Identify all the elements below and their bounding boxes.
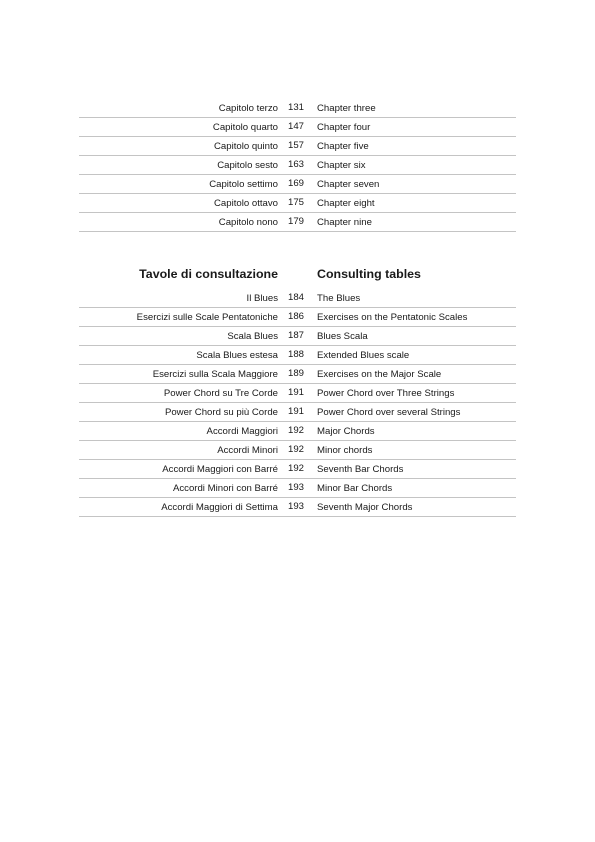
toc-italian-title: Capitolo nono — [218, 217, 278, 229]
toc-english-title: Chapter nine — [317, 217, 372, 229]
toc-page-number: 189 — [288, 368, 305, 380]
toc-english-title: Minor chords — [317, 445, 373, 457]
toc-english-title: Minor Bar Chords — [317, 483, 393, 495]
toc-italian-title: Accordi Maggiori con Barré — [162, 464, 278, 476]
toc-italian-title: Scala Blues — [227, 331, 278, 343]
toc-english-title: Power Chord over several Strings — [317, 407, 461, 419]
toc-page-number: 179 — [288, 216, 305, 228]
toc-page-number: 131 — [288, 102, 305, 114]
toc-row-pentatonic-exercises[interactable] — [79, 308, 516, 327]
toc-row-the-blues[interactable] — [79, 289, 516, 308]
toc-row-minor-bar-chords[interactable] — [79, 479, 516, 498]
toc-row-chapter-eight[interactable] — [79, 194, 516, 213]
toc-english-title: Chapter four — [317, 122, 371, 134]
toc-english-title: Chapter six — [317, 160, 366, 172]
toc-row-power-chord-three-strings[interactable] — [79, 384, 516, 403]
toc-page-number: 187 — [288, 330, 305, 342]
toc-page-number: 192 — [288, 425, 305, 437]
toc-english-title: Exercises on the Pentatonic Scales — [317, 312, 468, 324]
toc-italian-title: Power Chord su più Corde — [164, 407, 278, 419]
toc-italian-title: Esercizi sulle Scale Pentatoniche — [136, 312, 278, 324]
toc-page-number: 193 — [288, 501, 305, 513]
toc-row-major-chords[interactable] — [79, 422, 516, 441]
toc-italian-title: Capitolo settimo — [209, 179, 278, 191]
toc-row-seventh-bar-chords[interactable] — [79, 460, 516, 479]
toc-italian-title: Power Chord su Tre Corde — [163, 388, 278, 400]
toc-page-number: 191 — [288, 387, 305, 399]
toc-page-number: 184 — [288, 292, 305, 304]
chapters-list — [79, 99, 516, 232]
toc-english-title: Power Chord over Three Strings — [317, 388, 455, 400]
toc-page-number: 163 — [288, 159, 305, 171]
consulting-tables-list — [79, 289, 516, 517]
toc-row-chapter-six[interactable] — [79, 156, 516, 175]
toc-english-title: Seventh Major Chords — [317, 502, 413, 514]
toc-english-title: Seventh Bar Chords — [317, 464, 404, 476]
toc-italian-title: Scala Blues estesa — [196, 350, 278, 362]
toc-row-minor-chords[interactable] — [79, 441, 516, 460]
toc-row-chapter-four[interactable] — [79, 118, 516, 137]
section-title-english: Consulting tables — [317, 267, 421, 281]
toc-page-number: 175 — [288, 197, 305, 209]
toc-row-seventh-major-chords[interactable] — [79, 498, 516, 517]
toc-row-major-scale-exercises[interactable] — [79, 365, 516, 384]
toc-english-title: Extended Blues scale — [317, 350, 410, 362]
toc-italian-title: Accordi Minori — [217, 445, 278, 457]
toc-italian-title: Il Blues — [246, 293, 278, 305]
section-title-italian: Tavole di consultazione — [139, 267, 278, 281]
toc-italian-title: Accordi Maggiori — [206, 426, 278, 438]
toc-page-number: 188 — [288, 349, 305, 361]
toc-italian-title: Capitolo ottavo — [214, 198, 278, 210]
toc-english-title: Major Chords — [317, 426, 375, 438]
toc-italian-title: Capitolo sesto — [217, 160, 278, 172]
toc-page-number: 192 — [288, 463, 305, 475]
consulting-tables-heading — [79, 266, 516, 284]
toc-page-number: 191 — [288, 406, 305, 418]
toc-page-number: 169 — [288, 178, 305, 190]
toc-english-title: Chapter seven — [317, 179, 380, 191]
toc-italian-title: Accordi Minori con Barré — [172, 483, 278, 495]
toc-row-chapter-five[interactable] — [79, 137, 516, 156]
toc-english-title: Blues Scala — [317, 331, 368, 343]
toc-row-power-chord-several-strings[interactable] — [79, 403, 516, 422]
toc-page-number: 186 — [288, 311, 305, 323]
toc-row-blues-scale[interactable] — [79, 327, 516, 346]
toc-english-title: Chapter three — [317, 103, 376, 115]
toc-row-chapter-seven[interactable] — [79, 175, 516, 194]
toc-page-number: 192 — [288, 444, 305, 456]
toc-italian-title: Capitolo quarto — [212, 122, 278, 134]
toc-italian-title: Capitolo terzo — [218, 103, 278, 115]
toc-page-number: 193 — [288, 482, 305, 494]
toc-row-chapter-nine[interactable] — [79, 213, 516, 232]
toc-page-number: 147 — [288, 121, 305, 133]
toc-english-title: The Blues — [317, 293, 361, 305]
toc-italian-title: Accordi Maggiori di Settima — [161, 502, 278, 514]
toc-italian-title: Capitolo quinto — [213, 141, 278, 153]
toc-page-number: 157 — [288, 140, 305, 152]
toc-english-title: Exercises on the Major Scale — [317, 369, 442, 381]
toc-row-extended-blues-scale[interactable] — [79, 346, 516, 365]
toc-english-title: Chapter five — [317, 141, 369, 153]
toc-english-title: Chapter eight — [317, 198, 375, 210]
toc-italian-title: Esercizi sulla Scala Maggiore — [152, 369, 278, 381]
toc-row-chapter-three[interactable] — [79, 99, 516, 118]
